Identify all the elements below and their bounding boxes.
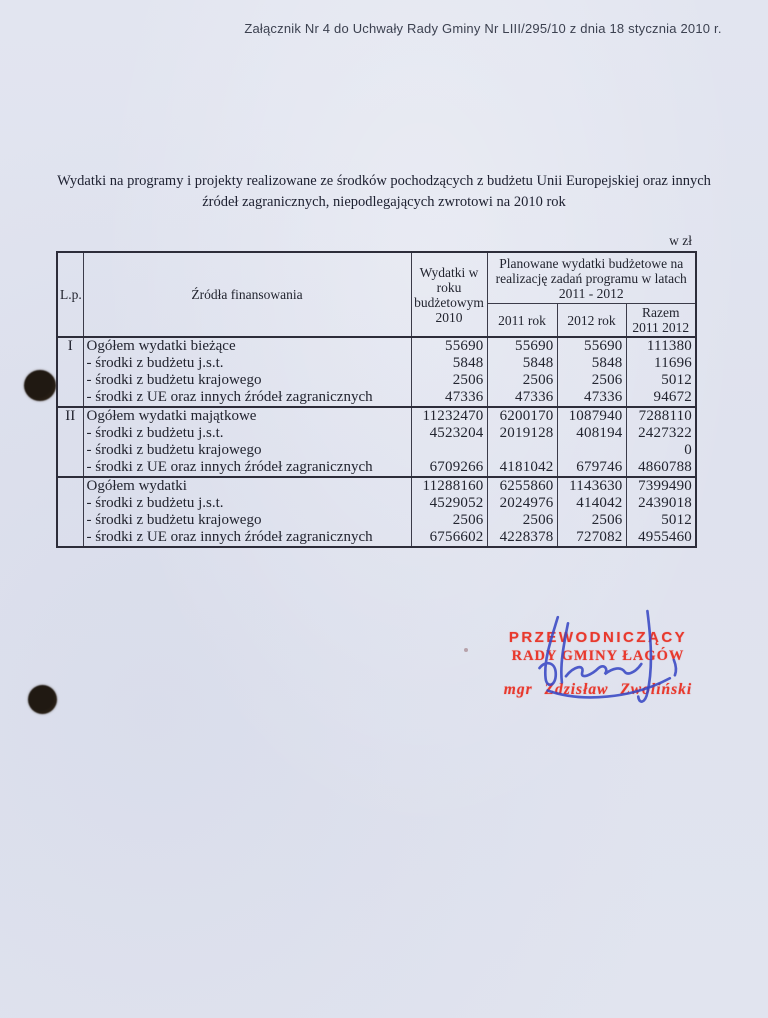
value-2011-cell: 55690 bbox=[487, 337, 557, 355]
source-cell: - środki z budżetu krajowego bbox=[83, 442, 411, 459]
value-2012-cell: 5848 bbox=[557, 355, 626, 372]
lp-cell: I bbox=[57, 337, 83, 407]
source-cell: - środki z UE oraz innych źródeł zagranicznych bbox=[83, 389, 411, 407]
value-total-cell: 7399490 bbox=[626, 477, 696, 495]
value-2010-cell: 11232470 bbox=[411, 407, 487, 425]
table-row bbox=[57, 372, 696, 389]
col-header-total: Razem 2011 2012 bbox=[626, 304, 696, 338]
value-total-cell: 2439018 bbox=[626, 495, 696, 512]
document-title-line2: źródeł zagranicznych, niepodlegających zwrotowi na 2010 rok bbox=[202, 194, 566, 210]
source-cell: Ogółem wydatki bieżące bbox=[83, 337, 411, 355]
lp-cell bbox=[57, 477, 83, 547]
col-header-planned-span: Planowane wydatki budżetowe na realizację zadań programu w latach 2011 - 2012 bbox=[487, 252, 696, 304]
document-title bbox=[24, 171, 744, 213]
budget-table bbox=[56, 251, 697, 548]
attachment-reference-line: Załącznik Nr 4 do Uchwały Rady Gminy Nr LIII/295/10 z dnia 18 stycznia 2010 r. bbox=[244, 21, 722, 36]
value-2012-cell: 408194 bbox=[557, 425, 626, 442]
value-2011-cell bbox=[487, 442, 557, 459]
value-2011-cell: 6255860 bbox=[487, 477, 557, 495]
value-2011-cell: 2506 bbox=[487, 512, 557, 529]
value-2010-cell: 6756602 bbox=[411, 529, 487, 547]
value-2011-cell: 47336 bbox=[487, 389, 557, 407]
value-2011-cell: 5848 bbox=[487, 355, 557, 372]
chairman-stamp bbox=[498, 629, 698, 699]
value-total-cell: 5012 bbox=[626, 512, 696, 529]
table-group-totals bbox=[57, 477, 696, 547]
source-cell: - środki z budżetu j.s.t. bbox=[83, 425, 411, 442]
col-header-lp: L.p. bbox=[57, 252, 83, 337]
value-2012-cell: 414042 bbox=[557, 495, 626, 512]
table-row bbox=[57, 495, 696, 512]
value-2010-cell: 4523204 bbox=[411, 425, 487, 442]
value-2011-cell: 4228378 bbox=[487, 529, 557, 547]
value-2010-cell: 47336 bbox=[411, 389, 487, 407]
ink-speck bbox=[464, 648, 468, 652]
value-total-cell: 5012 bbox=[626, 372, 696, 389]
value-total-cell: 111380 bbox=[626, 337, 696, 355]
value-2012-cell: 1143630 bbox=[557, 477, 626, 495]
source-cell: Ogółem wydatki majątkowe bbox=[83, 407, 411, 425]
value-total-cell: 0 bbox=[626, 442, 696, 459]
source-cell: - środki z budżetu j.s.t. bbox=[83, 495, 411, 512]
source-cell: Ogółem wydatki bbox=[83, 477, 411, 495]
lp-cell: II bbox=[57, 407, 83, 477]
value-total-cell: 94672 bbox=[626, 389, 696, 407]
table-row bbox=[57, 477, 696, 495]
value-total-cell: 4860788 bbox=[626, 459, 696, 477]
value-total-cell: 2427322 bbox=[626, 425, 696, 442]
value-2010-cell: 55690 bbox=[411, 337, 487, 355]
value-2010-cell: 4529052 bbox=[411, 495, 487, 512]
stamp-signatory-name: mgr Zdzisław Zwoliński bbox=[503, 681, 693, 698]
table-group-2 bbox=[57, 407, 696, 477]
table-row bbox=[57, 442, 696, 459]
col-header-sources: Źródła finansowania bbox=[83, 252, 411, 337]
value-2012-cell: 2506 bbox=[557, 512, 626, 529]
col-header-2011: 2011 rok bbox=[487, 304, 557, 338]
value-2012-cell: 679746 bbox=[557, 459, 626, 477]
value-2010-cell: 6709266 bbox=[411, 459, 487, 477]
value-2011-cell: 2024976 bbox=[487, 495, 557, 512]
value-2010-cell: 2506 bbox=[411, 372, 487, 389]
table-row bbox=[57, 355, 696, 372]
col-header-budget-2010: Wydatki w roku budżetowym 2010 bbox=[411, 252, 487, 337]
table-row bbox=[57, 529, 696, 547]
value-total-cell: 4955460 bbox=[626, 529, 696, 547]
table-row bbox=[57, 459, 696, 477]
value-2011-cell: 2506 bbox=[487, 372, 557, 389]
source-cell: - środki z budżetu krajowego bbox=[83, 372, 411, 389]
value-2010-cell bbox=[411, 442, 487, 459]
value-2012-cell: 47336 bbox=[557, 389, 626, 407]
source-cell: - środki z budżetu krajowego bbox=[83, 512, 411, 529]
table-row bbox=[57, 407, 696, 425]
table-row bbox=[57, 337, 696, 355]
value-2012-cell: 55690 bbox=[557, 337, 626, 355]
value-2010-cell: 2506 bbox=[411, 512, 487, 529]
value-2010-cell: 11288160 bbox=[411, 477, 487, 495]
value-2011-cell: 6200170 bbox=[487, 407, 557, 425]
value-2012-cell: 727082 bbox=[557, 529, 626, 547]
table-row bbox=[57, 389, 696, 407]
value-2011-cell: 2019128 bbox=[487, 425, 557, 442]
value-2012-cell: 1087940 bbox=[557, 407, 626, 425]
value-2012-cell bbox=[557, 442, 626, 459]
source-cell: - środki z UE oraz innych źródeł zagranicznych bbox=[83, 529, 411, 547]
value-total-cell: 7288110 bbox=[626, 407, 696, 425]
hole-punch-mark bbox=[28, 685, 57, 714]
stamp-institution: RADY GMINY ŁAGÓW bbox=[511, 648, 685, 664]
table-row bbox=[57, 425, 696, 442]
hole-punch-mark bbox=[24, 370, 56, 401]
value-2011-cell: 4181042 bbox=[487, 459, 557, 477]
stamp-title: PRZEWODNICZĄCY bbox=[508, 629, 688, 646]
source-cell: - środki z budżetu j.s.t. bbox=[83, 355, 411, 372]
currency-unit-label: w zł bbox=[669, 233, 692, 248]
table-row bbox=[57, 512, 696, 529]
value-2012-cell: 2506 bbox=[557, 372, 626, 389]
value-2010-cell: 5848 bbox=[411, 355, 487, 372]
source-cell: - środki z UE oraz innych źródeł zagranicznych bbox=[83, 459, 411, 477]
col-header-2012: 2012 rok bbox=[557, 304, 626, 338]
table-group-1 bbox=[57, 337, 696, 407]
document-title-line1: Wydatki na programy i projekty realizowane ze środków pochodzących z budżetu Unii Europejskiej oraz innych bbox=[57, 173, 711, 189]
value-total-cell: 11696 bbox=[626, 355, 696, 372]
